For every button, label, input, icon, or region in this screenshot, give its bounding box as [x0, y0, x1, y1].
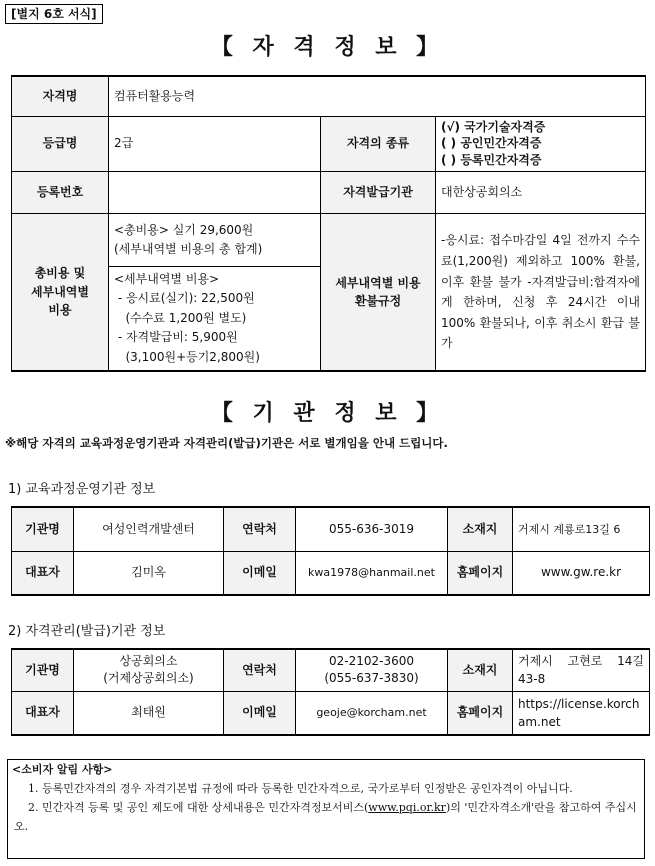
issue-org-table	[11, 648, 650, 736]
qualification-table	[11, 75, 646, 372]
edu-contact-label: 연락처	[224, 507, 296, 551]
type-option-certified-private: ( ) 공인민간자격증	[441, 136, 542, 151]
issue-address-value: 거제시 고현로 14길 43-8	[513, 649, 650, 691]
consumer-notice-item-2-post: )의 '민간자격소개'란을 참고하여 주십시오.	[14, 801, 637, 833]
edu-email-label: 이메일	[224, 551, 296, 595]
cost-label	[12, 213, 109, 371]
edu-org-heading: 1) 교육과정운영기관 정보	[8, 482, 156, 497]
qualification-section-title: 【 자 격 정 보 】	[210, 35, 445, 60]
edu-contact-value: 055-636-3019	[296, 507, 448, 551]
detail-cost-heading: <세부내역별 비용>	[114, 272, 220, 287]
issue-rep-value: 최태원	[74, 691, 224, 735]
detail-cost-cell	[109, 266, 321, 371]
consumer-notice-item-2-pre: 2. 민간자격 등록 및 공인 제도에 대한 상세내용은 민간자격정보서비스(	[28, 801, 369, 814]
detail-cost-line: (수수료 1,200원 별도)	[114, 310, 247, 325]
grade-value: 2급	[109, 116, 321, 171]
qual-type-label: 자격의 종류	[321, 116, 436, 171]
edu-rep-label: 대표자	[12, 551, 74, 595]
qual-name-value: 컴퓨터활용능력	[109, 76, 646, 116]
consumer-notice-heading: <소비자 알림 사항>	[12, 763, 113, 776]
form-number-tag: [별지 6호 서식]	[5, 4, 103, 24]
edu-homepage-value: www.gw.re.kr	[513, 551, 650, 595]
pqi-link[interactable]: www.pqi.or.kr	[368, 801, 446, 814]
consumer-notice-item-2	[8, 798, 644, 836]
refund-label	[321, 213, 436, 371]
issue-contact-value	[296, 649, 448, 691]
edu-email-value: kwa1978@hanmail.net	[296, 551, 448, 595]
total-cost-note: (세부내역별 비용의 총 합계)	[114, 241, 263, 256]
issue-org-name-label: 기관명	[12, 649, 74, 691]
issue-org-name-line: (거제상공회의소)	[103, 671, 194, 686]
total-cost-cell	[109, 213, 321, 266]
detail-cost-line: - 응시료(실기): 22,500원	[114, 291, 255, 306]
qual-type-options	[436, 116, 646, 171]
issue-contact-label: 연락처	[224, 649, 296, 691]
organization-section-title: 【 기 관 정 보 】	[210, 401, 445, 426]
qual-name-label: 자격명	[12, 76, 109, 116]
issue-email-label: 이메일	[224, 691, 296, 735]
consumer-notice-item-1: 1. 등록민간자격의 경우 자격기본법 규정에 따라 등록한 민간자격으로, 국가로부터 인정받은 공인자격이 아닙니다.	[28, 782, 573, 795]
issue-org-name-line: 상공회의소	[119, 654, 178, 669]
edu-org-name-label: 기관명	[12, 507, 74, 551]
consumer-notice-box	[7, 759, 645, 859]
issue-rep-label: 대표자	[12, 691, 74, 735]
issuer-value: 대한상공회의소	[436, 171, 646, 213]
detail-cost-line: - 자격발급비: 5,900원	[114, 330, 238, 345]
refund-label-line: 세부내역별 비용	[335, 275, 421, 290]
issue-email-value: geoje@korcham.net	[296, 691, 448, 735]
issue-homepage-value: https://license.korcham.net	[513, 691, 650, 735]
edu-rep-value: 김미옥	[74, 551, 224, 595]
issue-org-name-value	[74, 649, 224, 691]
issue-address-label: 소재지	[448, 649, 513, 691]
refund-label-line: 환불규정	[354, 294, 402, 309]
grade-label: 등급명	[12, 116, 109, 171]
issue-contact-line: 02-2102-3600	[328, 654, 414, 669]
reg-number-value	[109, 171, 321, 213]
issue-homepage-label: 홈페이지	[448, 691, 513, 735]
detail-cost-line: (3,100원+등기2,800원)	[114, 349, 260, 364]
edu-address-label: 소재지	[448, 507, 513, 551]
cost-label-line: 총비용 및	[34, 266, 86, 281]
edu-org-name-value: 여성인력개발센터	[74, 507, 224, 551]
cost-label-line: 세부내역별	[31, 284, 89, 299]
type-option-national: (√) 국가기술자격증	[441, 119, 546, 134]
total-cost-line: <총비용> 실기 29,600원	[114, 223, 254, 238]
type-option-registered-private: ( ) 등록민간자격증	[441, 153, 542, 168]
edu-homepage-label: 홈페이지	[448, 551, 513, 595]
issuer-label: 자격발급기관	[321, 171, 436, 213]
refund-policy-text: -응시료: 접수마감일 4일 전까지 수수료(1,200원) 제외하고 100% 환불, 이후 환불 불가 -자격발급비:합격자에게 한하며, 신청 후 24시간 이내 100% 환불되나, 이후 취소시 환급 불가	[436, 213, 646, 371]
separate-org-notice: ※해당 자격의 교육과정운영기관과 자격관리(발급)기관은 서로 별개임을 안내 드립니다.	[5, 436, 448, 450]
edu-address-value: 거제시 계룡로13길 6	[513, 507, 650, 551]
edu-org-table	[11, 506, 650, 596]
issue-contact-line: (055-637-3830)	[324, 671, 419, 686]
cost-label-line: 비용	[48, 303, 72, 318]
issue-org-heading: 2) 자격관리(발급)기관 정보	[8, 624, 166, 639]
reg-number-label: 등록번호	[12, 171, 109, 213]
